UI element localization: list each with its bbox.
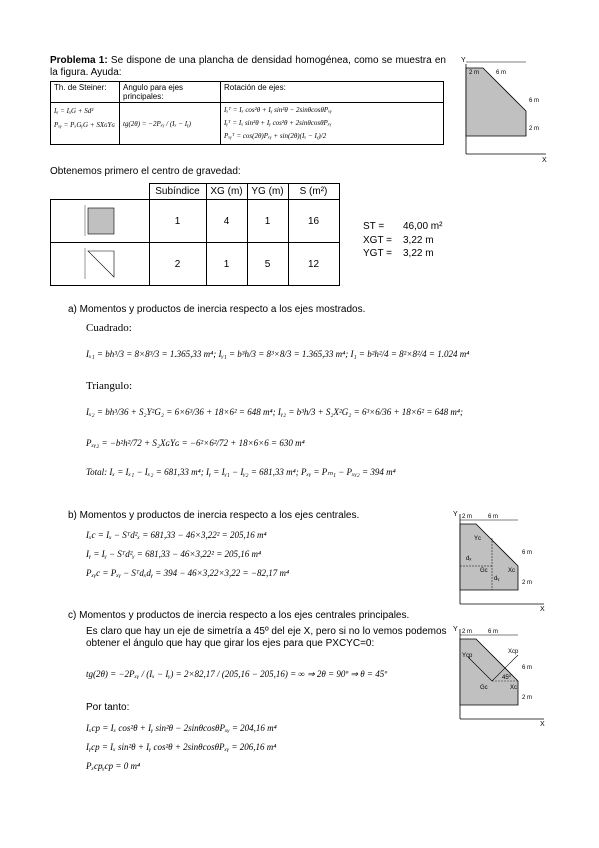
fig2-gc: Gc: [480, 568, 488, 574]
section-c-eq3: Pₓcpᵧcp = 0 m⁴: [86, 761, 141, 771]
help-rotation-title: Rotación de ejes:: [221, 82, 444, 103]
help-table: [50, 81, 444, 145]
plate-shape: [466, 68, 526, 136]
help-steiner-f2: Pₓᵧ = PₓGᵧG + SXɢYɢ: [54, 121, 115, 129]
fig3-xc: Xc: [510, 685, 518, 691]
fig2-xc: Xc: [508, 568, 516, 574]
fig3-xcp: Xcp: [508, 649, 519, 655]
cg-h-xg: XG (m): [206, 184, 247, 200]
dim-6m-side: 6 m: [529, 98, 540, 104]
st-value: 46,00 m²: [403, 221, 443, 232]
triangulo-eq1: Iₓ₂ = bh³/36 + S₂Y²G₂ = 6×6³/36 + 18×6² = 648 m⁴; Iᵧ₂ = b³h/3 + S₂X²G₂ = 6³×6/36 + 18×6² = 648 m⁴;: [86, 407, 464, 417]
axis-x-label: X: [542, 157, 547, 164]
help-steiner-title: Th. de Steiner:: [51, 82, 120, 103]
principal-axes-figure: [452, 625, 548, 727]
cg-r2-s: 12: [288, 243, 339, 286]
st-label: ST =: [363, 221, 385, 232]
fig2-axis-x: X: [540, 606, 545, 612]
section-c-paragraph: Es claro que hay un eje de simetría a 45º del eje X, pero si no lo vemos podemos obtener el ángulo que hay que girar los ejes para que PXCYC=0:: [86, 626, 447, 649]
triangulo-eq2: Pₓᵧ₂ = −b²h²/72 + S₂XɢYɢ = −6²×6²/72 + 18×6×6 = 630 m⁴: [86, 438, 305, 448]
problem-label: Problema 1:: [50, 55, 108, 66]
help-rot-f2: Iᵧᵀ = Iₓ sin²θ + Iᵧ cos²θ + 2sinθcosθPₓᵧ: [224, 119, 332, 127]
fig2-dim-2m: 2 m: [462, 514, 473, 520]
table-row: [51, 243, 340, 286]
dim-2m-top: 2 m: [469, 70, 480, 76]
cg-r1-sub: 1: [149, 200, 206, 243]
cg-h-yg: YG (m): [247, 184, 288, 200]
axis-y-label: Y: [461, 57, 466, 64]
section-c-tg-equation: tg(2θ) = −2Pₓᵧ / (Iₓ − Iᵧ) = 2×82,17 / (205,16 − 205,16) = ∞ ⇒ 2θ = 90º ⇒ θ = 45º: [86, 669, 387, 679]
section-a-heading: a) Momentos y productos de inercia respecto a los ejes mostrados.: [68, 304, 366, 315]
section-b-eq3: Pₓᵧc = Pₓᵧ − Sᵀdₓdᵧ = 394 − 46×3,22×3,22 = −82,17 m⁴: [86, 568, 290, 578]
fig3-axis-x: X: [540, 721, 545, 727]
section-b-heading: b) Momentos y productos de inercia respecto a los ejes centrales.: [68, 510, 360, 521]
dim-2m-side: 2 m: [529, 126, 540, 132]
section-c-eq1: Iₓcp = Iₓ cos²θ + Iᵧ sin²θ − 2sinθcosθPₓᵧ = 204,16 m⁴: [86, 723, 277, 733]
fig3-angle: 45º: [502, 675, 511, 681]
triangulo-label: Triangulo:: [86, 380, 133, 392]
fig3-axis-y: Y: [453, 626, 458, 633]
fig3-gc: Gc: [480, 685, 488, 691]
cg-intro: Obtenemos primero el centro de gravedad:: [50, 166, 241, 177]
plate-figure: [458, 54, 550, 164]
section-b-eq2: Iᵧ = Iᵧ − Sᵀd²ᵧ = 681,33 − 46×3,22² = 205,16 m⁴: [86, 549, 262, 559]
cg-table: [50, 183, 340, 286]
fig3-dim-2m-side: 2 m: [522, 695, 533, 701]
fig2-dim-6m-side: 6 m: [522, 550, 533, 556]
square-thumbnail: [80, 202, 120, 238]
fig3-dim-6m-side: 6 m: [522, 665, 533, 671]
problem-text: Se dispone de una plancha de densidad homogénea, como se muestra en la figura. Ayuda:: [50, 55, 446, 78]
triangle-thumbnail: [80, 245, 120, 281]
ygt-label: YGT =: [363, 248, 392, 259]
fig2-dim-6m: 6 m: [488, 514, 499, 520]
fig3-dim-6m: 6 m: [488, 629, 499, 635]
fig2-yc: Yc: [474, 536, 482, 542]
fig3-dim-2m: 2 m: [462, 629, 473, 635]
total-equation: Total: Iₓ = Iₓ₁ − Iₓ₂ = 681,33 m⁴; Iᵧ = Iᵧ₁ − Iᵧ₂ = 681,33 m⁴; Pₓᵧ = Pₘ₁ − Pₓᵧ₂ = 394 m⁴: [86, 467, 396, 477]
cg-r2-xg: 1: [206, 243, 247, 286]
fig3-ycp: Ycp: [462, 653, 473, 659]
xgt-value: 3,22 m: [403, 235, 434, 246]
fig2-dx: dₓ: [466, 556, 472, 562]
help-angle-formula: tg(2θ) = −2Pₓᵧ / (Iₓ − Iᵧ): [120, 103, 221, 145]
help-rot-f3: Pₓᵧᵀ = cos(2θ)Pₓᵧ + sin(2θ)(Iₓ − Iᵧ)/2: [224, 132, 327, 140]
central-axes-figure: [452, 510, 548, 612]
section-b-eq1: Iₓc = Iₓ − Sᵀd²ₓ = 681,33 − 46×3,22² = 205,16 m⁴: [86, 530, 267, 540]
ygt-value: 3,22 m: [403, 248, 434, 259]
help-rot-f1: Iₓᵀ = Iₓ cos²θ + Iᵧ sin²θ − 2sinθcosθPₓᵧ: [224, 106, 332, 114]
section-c-eq2: Iᵧcp = Iₓ sin²θ + Iᵧ cos²θ + 2sinθcosθPₓᵧ = 206,16 m⁴: [86, 742, 277, 752]
cuadrado-equation: Iₓ₁ = bh³/3 = 8×8³/3 = 1.365,33 m⁴; Iᵧ₁ = b³h/3 = 8³×8/3 = 1.365,33 m⁴; I₁ = b²h²/4 = 8²×8²/4 = 1.024 m⁴: [86, 349, 470, 359]
cg-r1-yg: 1: [247, 200, 288, 243]
cg-h-sub: Subíndice: [149, 184, 206, 200]
xgt-label: XGT =: [363, 235, 392, 246]
fig2-dim-2m-side: 2 m: [522, 580, 533, 586]
cuadrado-label: Cuadrado:: [86, 322, 132, 334]
cg-r1-xg: 4: [206, 200, 247, 243]
problem-statement: [50, 55, 446, 79]
cg-r1-s: 16: [288, 200, 339, 243]
fig2-axis-y: Y: [453, 511, 458, 518]
cg-r2-sub: 2: [149, 243, 206, 286]
por-tanto-label: Por tanto:: [86, 702, 130, 713]
help-steiner-f1: Iₐ = IₐG + Sd²: [54, 107, 94, 115]
dim-6m-top: 6 m: [496, 70, 507, 76]
section-c-heading: c) Momentos y productos de inercia respecto a los ejes centrales principales.: [68, 610, 410, 621]
table-row: [51, 200, 340, 243]
help-angle-title: Angulo para ejes principales:: [120, 82, 221, 103]
cg-r2-yg: 5: [247, 243, 288, 286]
cg-h-s: S (m²): [288, 184, 339, 200]
fig2-dy: dᵧ: [494, 576, 500, 582]
